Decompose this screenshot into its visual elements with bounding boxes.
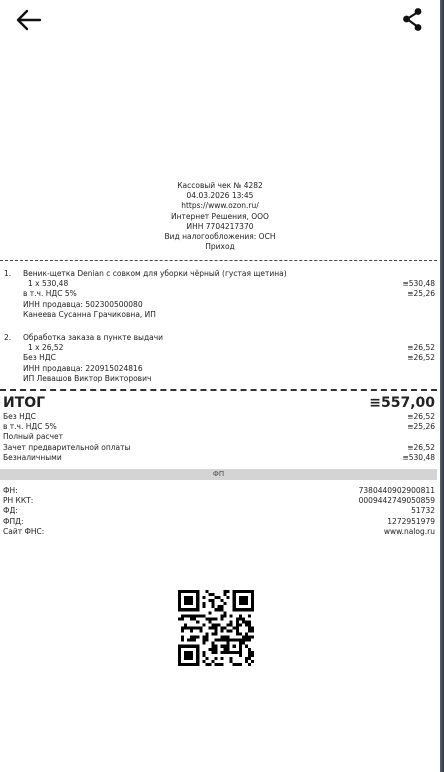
- receipt-item: [0, 269, 440, 320]
- fiscal-label: Сайт ФНС:: [3, 526, 45, 536]
- summary-row: [0, 422, 440, 432]
- fiscal-value: 1272951979: [387, 516, 435, 526]
- fiscal-data: [0, 486, 440, 537]
- item-name: Веник-щетка Denian с совком для уборки чёрный (густая щетина): [23, 269, 287, 278]
- summary-value: ≡26,52: [407, 412, 435, 421]
- item-qty-price: 1 x 530,48: [28, 279, 69, 289]
- item-seller-name: ИП Левашов Виктор Викторович: [23, 373, 152, 383]
- receipt-company: Интернет Решения, ООО: [171, 211, 269, 221]
- receipt-operation-type: Приход: [205, 242, 235, 252]
- summary-label: в т.ч. НДС 5%: [3, 422, 57, 432]
- fiscal-row: [0, 517, 440, 527]
- item-number: 1.: [4, 269, 12, 278]
- summary-label: Безналичными: [3, 452, 62, 462]
- fiscal-sign-bar: ФП: [0, 469, 437, 480]
- item-sum: ≡530,48: [402, 279, 435, 289]
- receipt-site: https://www.ozon.ru/: [181, 201, 259, 211]
- total-label: ИТОГ: [3, 395, 46, 411]
- summary-row: [0, 432, 440, 442]
- item-seller-inn: ИНН продавца: 502300500080: [23, 299, 143, 309]
- item-seller-inn: ИНН продавца: 220915024816: [23, 363, 143, 373]
- summary-label: Без НДС: [3, 412, 36, 421]
- item-vat-value: ≡26,52: [407, 353, 435, 363]
- item-qty-price: 1 x 26,52: [28, 343, 64, 353]
- item-number: 2.: [4, 333, 12, 342]
- fiscal-row: [0, 506, 440, 516]
- payment-summary: [0, 412, 440, 463]
- qr-code-icon: [178, 590, 254, 666]
- item-vat-value: ≡25,26: [407, 289, 435, 299]
- summary-value: ≡530,48: [402, 452, 435, 462]
- item-sum: ≡26,52: [407, 343, 435, 353]
- receipt-datetime: 04.03.2026 13:45: [186, 191, 254, 201]
- item-name: Обработка заказа в пункте выдачи: [23, 333, 164, 342]
- total-value: ≡557,00: [369, 395, 435, 411]
- receipt-number: Кассовый чек № 4282: [177, 181, 263, 190]
- separator: [0, 389, 437, 391]
- summary-row: [0, 412, 440, 422]
- fiscal-row: [0, 527, 440, 537]
- separator: [0, 260, 437, 261]
- receipt-item: [0, 333, 440, 384]
- item-vat-label: в т.ч. НДС 5%: [23, 289, 77, 299]
- fiscal-value: 0009442749050859: [358, 496, 435, 506]
- receipt-company-inn: ИНН 7704217370: [186, 221, 254, 231]
- fiscal-row: [0, 496, 440, 506]
- summary-label: Полный расчет: [3, 432, 63, 442]
- summary-row: [0, 453, 440, 463]
- fiscal-value: www.nalog.ru: [383, 526, 435, 536]
- fiscal-row: [0, 486, 440, 496]
- item-vat-label: Без НДС: [23, 353, 56, 363]
- summary-value: ≡25,26: [407, 422, 435, 432]
- receipt-header: [0, 181, 440, 252]
- fiscal-value: 7380440902900811: [358, 486, 435, 495]
- summary-value: ≡26,52: [407, 442, 435, 452]
- receipt-tax-system: Вид налогообложения: ОСН: [164, 231, 276, 241]
- item-seller-name: Канеева Сусанна Грачиковна, ИП: [23, 309, 156, 319]
- fiscal-label: ФН:: [3, 486, 18, 495]
- total-row: [0, 394, 440, 412]
- fiscal-label: ФПД:: [3, 516, 24, 526]
- fiscal-label: РН ККТ:: [3, 496, 34, 506]
- summary-label: Зачет предварительной оплаты: [3, 442, 131, 452]
- fiscal-value: 51732: [411, 506, 435, 516]
- fiscal-label: ФД:: [3, 506, 18, 516]
- summary-row: [0, 443, 440, 453]
- screen-edge: [440, 0, 444, 772]
